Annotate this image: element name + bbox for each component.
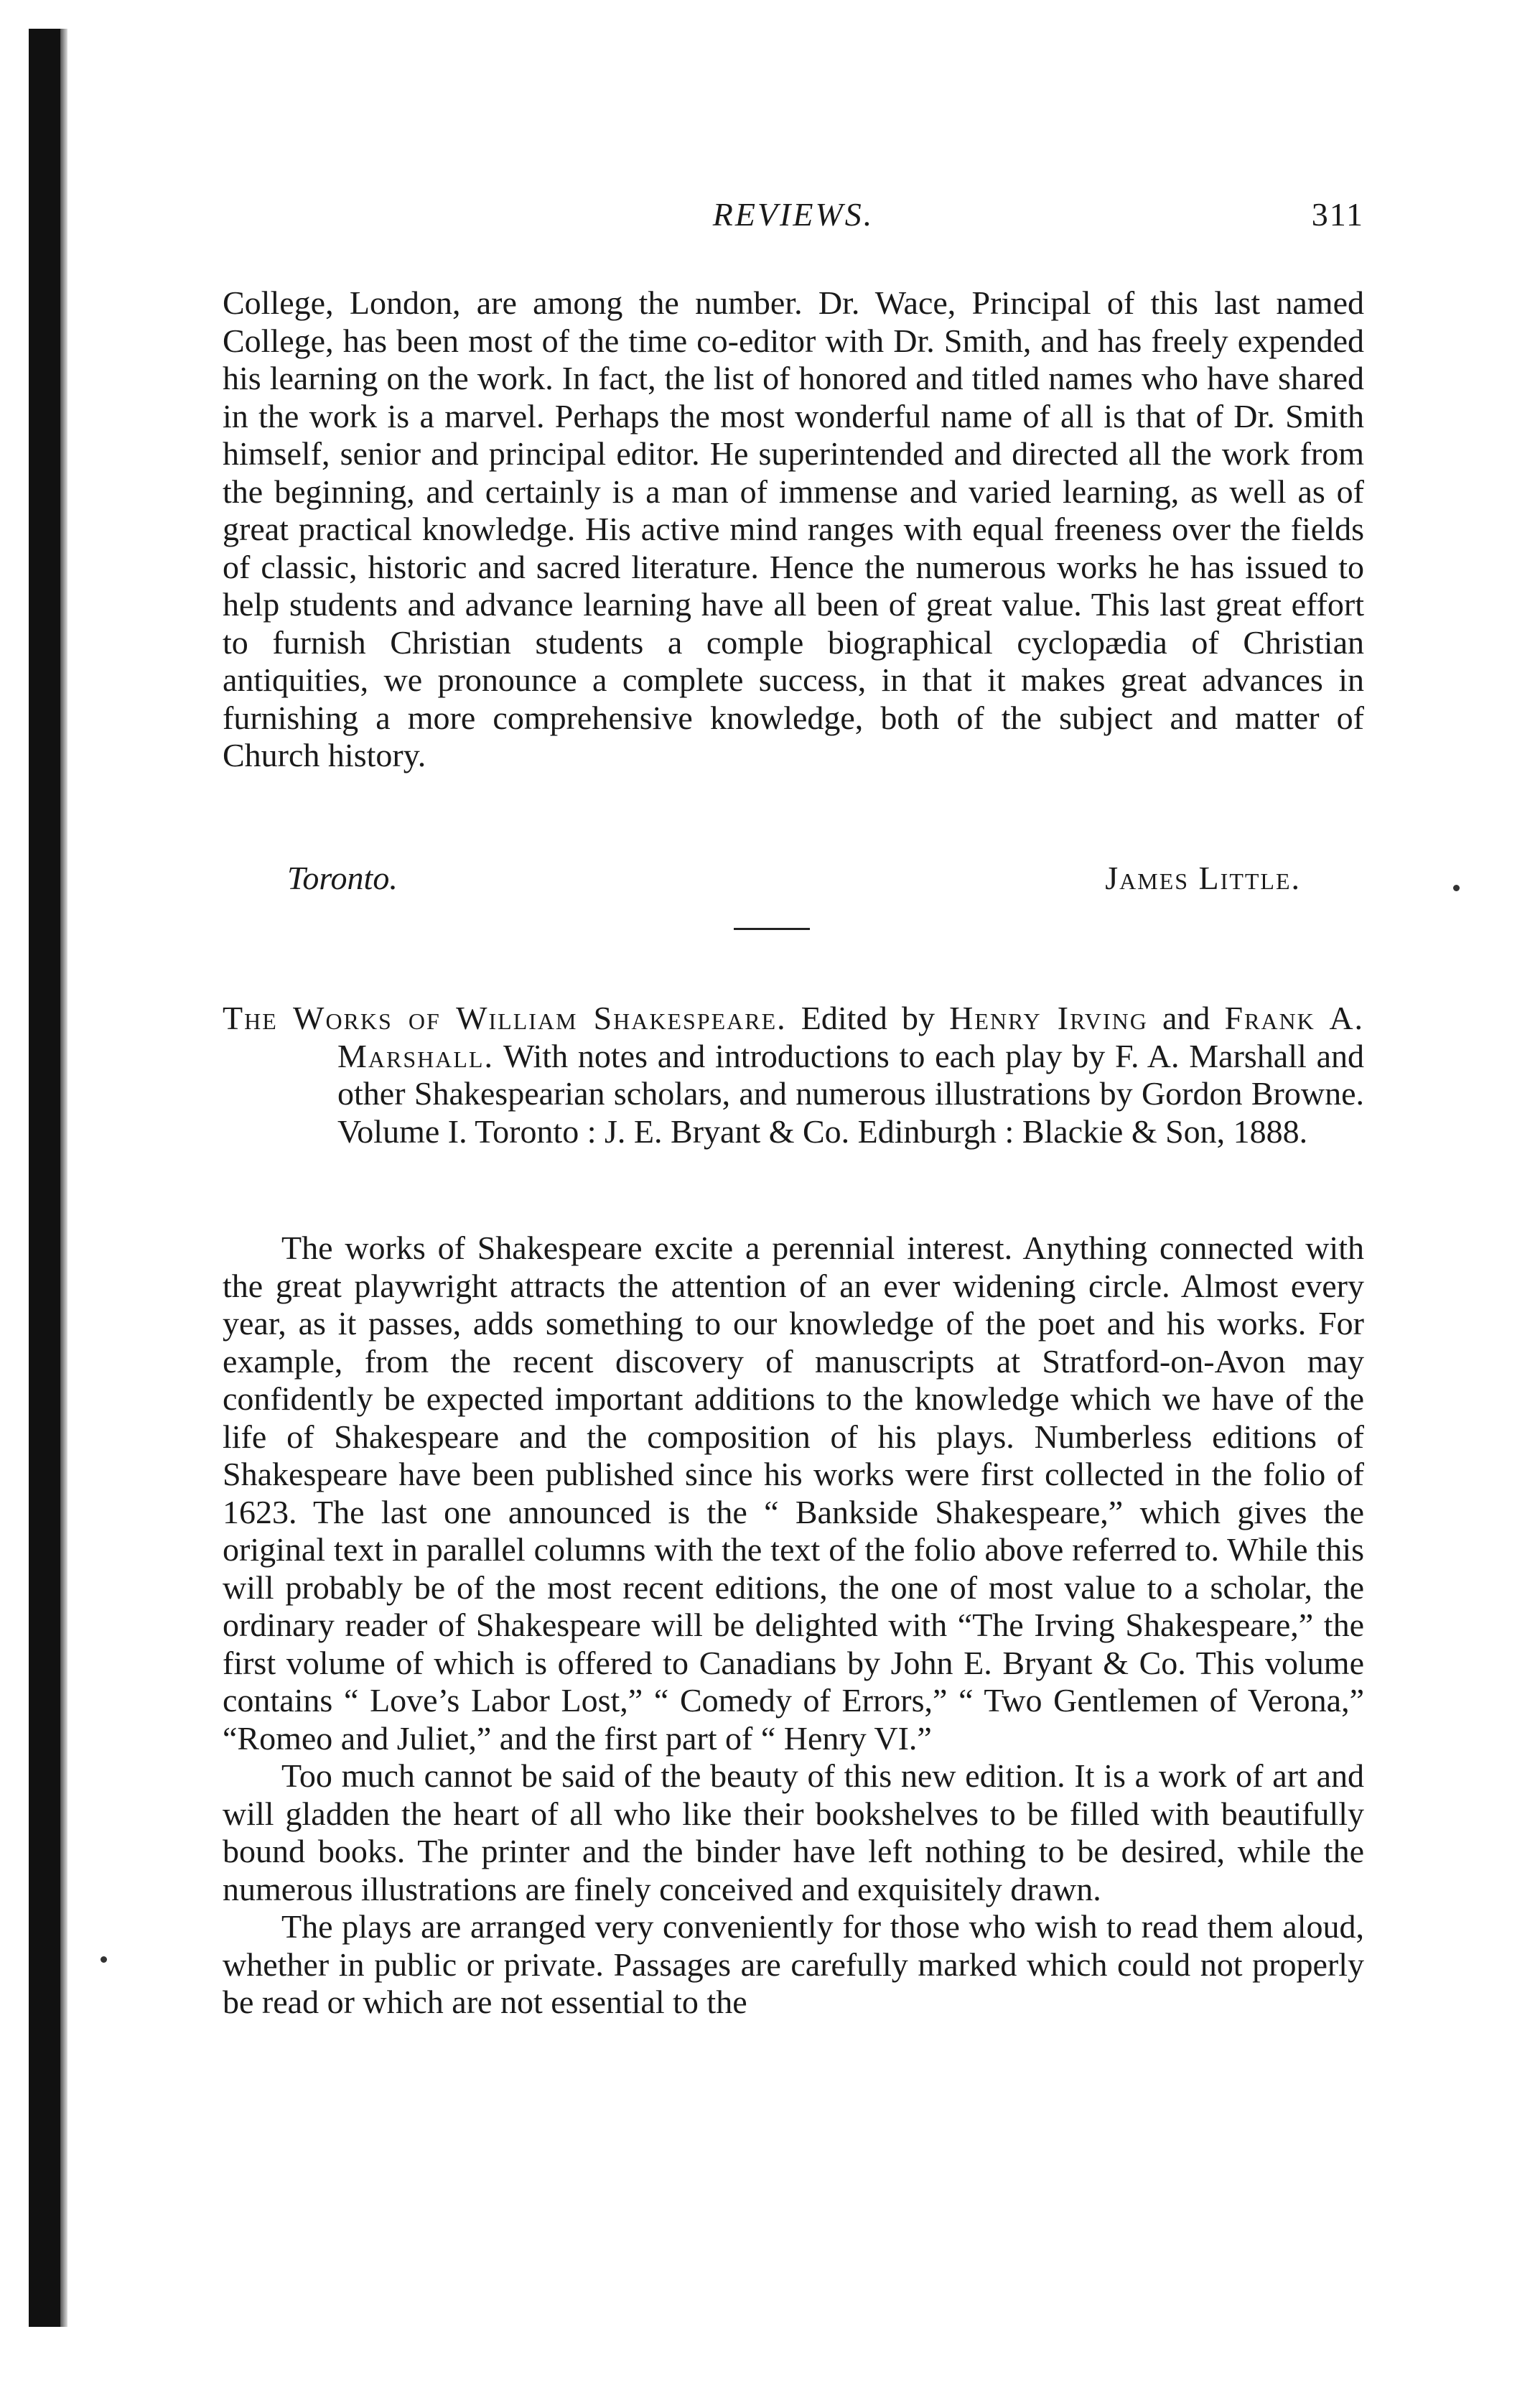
editor-1: Henry Irving: [949, 1000, 1148, 1036]
section-divider: [734, 928, 810, 930]
editor-2: Frank A. Marshall.: [337, 1000, 1365, 1074]
book-details: With notes and introductions to each play by F. A. Marshall and other Shakespearian scholars, and numerous illustrations by Gordon Browne. Volume I. Toronto : J. E. Bryant & Co. Edinburgh : Blackie & Son, 1888.: [337, 1037, 1364, 1150]
review-2-book-entry: [223, 1000, 1364, 1150]
running-head: [223, 195, 1364, 238]
review-1-signoff: [223, 859, 1364, 899]
scan-speck: [101, 1956, 107, 1963]
review-2-paragraph-3: The plays are arranged very conveniently for those who wish to read them aloud, whether in public or private. Passages are carefully marked which could not properly be read or which are not essential to the: [223, 1908, 1364, 2020]
scan-speck: [1453, 885, 1460, 891]
page-number: 311: [1311, 196, 1364, 233]
conjunction: and: [1162, 1000, 1210, 1036]
running-title: REVIEWS.: [712, 196, 874, 233]
review-2-paragraph-1: The works of Shakespeare excite a perennial interest. Anything connected with the great playwright attracts the attention of an ever widening circle. Almost every year, as it passes, adds something to our knowledge of the poet and his works. For example, from the recent discovery of manuscripts at Stratford-on-Avon may confidently be expected important additions to the knowledge which we have of the life of Shakespeare and the composition of his plays. Numberless editions of Shakespeare have been published since his works were first collected in the folio of 1623. The last one announced is the “ Bankside Shakespeare,” which gives the original text in parallel columns with the text of the folio above referred to. While this will probably be of the most recent editions, the one of most value to a scholar, the ordinary reader of Shakespeare will be delighted with “The Irving Shakespeare,” the first volume of which is offered to Canadians by John E. Bryant & Co. This volume contains “ Love’s Labor Lost,” “ Comedy of Errors,” “ Two Gentlemen of Verona,” “Romeo and Juliet,” and the first part of “ Henry VI.”: [223, 1229, 1364, 1757]
review-1-place: Toronto.: [287, 860, 398, 896]
scan-binding-edge: [29, 29, 60, 2327]
review-2-body: [223, 1229, 1364, 2022]
review-1-author: James Little.: [1105, 860, 1301, 896]
review-1-body: [223, 284, 1364, 775]
edited-by-label: Edited by: [801, 1000, 935, 1036]
review-2-paragraph-2: Too much cannot be said of the beauty of this new edition. It is a work of art and will gladden the heart of all who like their bookshelves to be filled with beautifully bound books. The printer and the binder have left nothing to be desired, while the numerous illustrations are finely conceived and exquisitely drawn.: [223, 1757, 1364, 1907]
book-title: The Works of William Shakespeare.: [223, 1000, 787, 1036]
review-1-paragraph: College, London, are among the number. Dr. Wace, Principal of this last named College, has been most of the time co-editor with Dr. Smith, and has freely expended his learning on the work. In fact, the list of honored and titled names who have shared in the work is a marvel. Perhaps the most wonderful name of all is that of Dr. Smith himself, senior and principal editor. He superintended and directed all the work from the beginning, and certainly is a man of immense and varied learning, as well as of great practical knowledge. His active mind ranges with equal freeness over the fields of classic, historic and sacred literature. Hence the numerous works he has issued to help students and advance learning have all been of great value. This last great effort to furnish Christian students a comple biographical cyclopædia of Christian antiquities, we pronounce a complete success, in that it makes great advances in furnishing a more comprehensive knowledge, both of the subject and matter of Church history.: [223, 284, 1364, 773]
